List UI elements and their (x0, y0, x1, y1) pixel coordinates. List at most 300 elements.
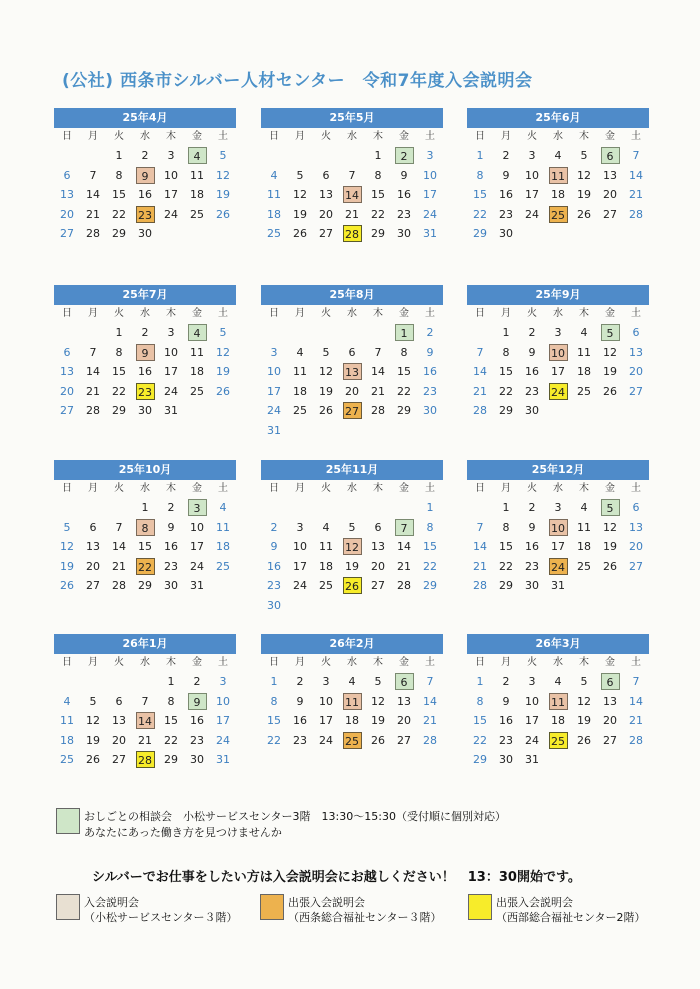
calendar-day: 7 (141, 694, 149, 708)
weekday-label: 金 (399, 308, 409, 319)
calendar-day: 19 (603, 540, 617, 554)
event-day: 11 (339, 692, 365, 712)
calendar-day: 5 (219, 149, 227, 163)
weekday-label: 水 (140, 657, 150, 668)
weekday-label: 日 (62, 308, 72, 319)
calendar-day: 15 (267, 714, 281, 728)
calendar-day: 22 (499, 559, 513, 573)
calendar-day: 31 (551, 579, 565, 593)
calendar-day: 23 (525, 559, 539, 573)
weekday-label: 土 (631, 131, 641, 142)
calendar-day: 11 (216, 520, 230, 534)
month-header: 25年4月 (54, 108, 236, 128)
weekday-label: 日 (475, 657, 485, 668)
calendar-day: 13 (397, 694, 411, 708)
month-calendar (467, 460, 649, 596)
calendar-day: 23 (499, 733, 513, 747)
calendar-day: 12 (577, 694, 591, 708)
calendar-day: 26 (319, 404, 333, 418)
calendar-day: 31 (190, 579, 204, 593)
calendar-day: 6 (63, 345, 71, 359)
weekday-label: 金 (192, 657, 202, 668)
calendar-day: 12 (371, 694, 385, 708)
calendar-day: 14 (86, 188, 100, 202)
calendar-day: 3 (167, 326, 175, 340)
month-calendar (54, 108, 236, 244)
calendar-day: 15 (112, 188, 126, 202)
weekday-label: 月 (88, 483, 98, 494)
calendar-day: 3 (528, 149, 536, 163)
event-day: 25 (339, 731, 365, 751)
calendar-day: 20 (603, 188, 617, 202)
weekday-label: 水 (140, 131, 150, 142)
calendar-day: 5 (322, 345, 330, 359)
calendar-day: 10 (423, 168, 437, 182)
calendar-day: 9 (502, 694, 510, 708)
calendar-day: 16 (397, 188, 411, 202)
calendar-day: 6 (374, 520, 382, 534)
calendar-day: 13 (629, 520, 643, 534)
weekday-label: 火 (321, 308, 331, 319)
calendar-day: 9 (400, 168, 408, 182)
calendar-day: 31 (525, 753, 539, 767)
weekday-label: 水 (553, 308, 563, 319)
calendar-day: 23 (267, 579, 281, 593)
calendar-day: 26 (603, 559, 617, 573)
weekday-label: 月 (501, 131, 511, 142)
calendar-day: 31 (267, 423, 281, 437)
calendar-day: 15 (473, 188, 487, 202)
calendar-day: 28 (629, 733, 643, 747)
calendar-day: 17 (293, 559, 307, 573)
calendar-day: 26 (216, 384, 230, 398)
calendar-day: 8 (426, 520, 434, 534)
event-day: 8 (132, 518, 158, 538)
calendar-day: 7 (89, 345, 97, 359)
month-calendar (467, 108, 649, 244)
month-calendar (54, 460, 236, 596)
calendar-day: 22 (164, 733, 178, 747)
calendar-day: 13 (629, 345, 643, 359)
weekday-label: 日 (475, 308, 485, 319)
calendar-day: 16 (499, 714, 513, 728)
calendar-day: 19 (216, 365, 230, 379)
calendar-day: 8 (476, 694, 484, 708)
page-title: (公社) 西条市シルバー人材センター 令和7年度入会説明会 (62, 71, 533, 91)
calendar-day: 17 (319, 714, 333, 728)
calendar-day: 17 (525, 188, 539, 202)
weekday-label: 月 (295, 308, 305, 319)
calendar-day: 4 (63, 694, 71, 708)
calendar-day: 19 (603, 365, 617, 379)
calendar-day: 18 (60, 733, 74, 747)
calendar-day: 14 (86, 365, 100, 379)
calendar-day: 10 (164, 345, 178, 359)
calendar-day: 17 (164, 365, 178, 379)
calendar-day: 10 (525, 168, 539, 182)
calendar-day: 20 (60, 384, 74, 398)
calendar-day: 31 (423, 227, 437, 241)
calendar-day: 28 (86, 404, 100, 418)
calendar-day: 25 (577, 559, 591, 573)
calendar-day: 18 (319, 559, 333, 573)
weekday-label: 金 (399, 483, 409, 494)
calendar-day: 1 (476, 149, 484, 163)
calendar-day: 13 (603, 694, 617, 708)
weekday-label: 月 (295, 483, 305, 494)
weekday-label: 水 (347, 483, 357, 494)
legend-swatch-session2 (260, 894, 284, 920)
calendar-day: 29 (164, 753, 178, 767)
calendar-day: 28 (629, 207, 643, 221)
month-calendar (261, 460, 443, 615)
calendar-day: 20 (112, 733, 126, 747)
calendar-day: 19 (577, 188, 591, 202)
calendar-day: 29 (423, 579, 437, 593)
calendar-day: 20 (629, 540, 643, 554)
calendar-day: 1 (374, 149, 382, 163)
calendar-day: 28 (423, 733, 437, 747)
calendar-day: 20 (319, 207, 333, 221)
weekday-label: 木 (373, 131, 383, 142)
weekday-label: 金 (192, 131, 202, 142)
calendar-day: 1 (270, 675, 278, 689)
legend-session3-title: 出張入会説明会 (496, 896, 573, 909)
calendar-day: 24 (525, 733, 539, 747)
calendar-day: 21 (629, 188, 643, 202)
weekday-label: 金 (192, 483, 202, 494)
calendar-day: 9 (528, 345, 536, 359)
calendar-day: 20 (371, 559, 385, 573)
calendar-day: 3 (528, 675, 536, 689)
calendar-day: 29 (499, 404, 513, 418)
weekday-label: 水 (347, 131, 357, 142)
weekday-label: 木 (579, 657, 589, 668)
calendar-day: 29 (138, 579, 152, 593)
weekday-label: 月 (501, 657, 511, 668)
calendar-day: 27 (371, 579, 385, 593)
calendar-day: 7 (89, 168, 97, 182)
calendar-day: 9 (167, 520, 175, 534)
month-calendar (261, 634, 443, 750)
calendar-day: 25 (267, 227, 281, 241)
calendar-day: 25 (190, 207, 204, 221)
calendar-day: 6 (89, 520, 97, 534)
calendar-day: 13 (112, 714, 126, 728)
calendar-day: 2 (528, 326, 536, 340)
calendar-day: 21 (112, 559, 126, 573)
calendar-day: 12 (216, 168, 230, 182)
weekday-label: 土 (218, 657, 228, 668)
calendar-day: 2 (193, 675, 201, 689)
calendar-day: 17 (423, 188, 437, 202)
calendar-day: 6 (348, 345, 356, 359)
calendar-day: 3 (426, 149, 434, 163)
calendar-day: 12 (86, 714, 100, 728)
calendar-day: 26 (216, 207, 230, 221)
month-header: 25年9月 (467, 285, 649, 305)
calendar-day: 20 (60, 207, 74, 221)
calendar-day: 4 (219, 501, 227, 515)
calendar-day: 22 (267, 733, 281, 747)
calendar-day: 12 (293, 188, 307, 202)
calendar-day: 11 (267, 188, 281, 202)
calendar-day: 2 (141, 149, 149, 163)
month-header: 26年3月 (467, 634, 649, 654)
weekday-label: 土 (425, 657, 435, 668)
calendar-day: 1 (426, 501, 434, 515)
calendar-day: 24 (423, 207, 437, 221)
calendar-day: 25 (216, 559, 230, 573)
month-header: 25年11月 (261, 460, 443, 480)
month-calendar (261, 108, 443, 244)
calendar-day: 28 (86, 227, 100, 241)
calendar-day: 12 (319, 365, 333, 379)
calendar-day: 10 (267, 365, 281, 379)
legend-session2-place: （西条総合福祉センター３階） (288, 911, 442, 924)
calendar-day: 22 (499, 384, 513, 398)
calendar-day: 5 (219, 326, 227, 340)
calendar-day: 18 (577, 365, 591, 379)
calendar-day: 15 (112, 365, 126, 379)
calendar-day: 9 (296, 694, 304, 708)
event-day: 14 (339, 185, 365, 205)
weekday-label: 木 (373, 483, 383, 494)
month-calendar (467, 634, 649, 770)
calendar-day: 13 (371, 540, 385, 554)
calendar-day: 19 (293, 207, 307, 221)
weekday-label: 金 (605, 308, 615, 319)
calendar-day: 29 (112, 227, 126, 241)
calendar-day: 28 (473, 579, 487, 593)
calendar-day: 8 (115, 168, 123, 182)
calendar-day: 24 (267, 404, 281, 418)
event-day: 9 (132, 343, 158, 363)
calendar-day: 2 (141, 326, 149, 340)
event-day: 9 (184, 692, 210, 712)
calendar-day: 27 (60, 227, 74, 241)
calendar-day: 27 (603, 733, 617, 747)
calendar-day: 16 (293, 714, 307, 728)
weekday-label: 土 (425, 308, 435, 319)
calendar-day: 30 (267, 598, 281, 612)
month-header: 25年7月 (54, 285, 236, 305)
calendar-day: 8 (400, 345, 408, 359)
calendar-day: 26 (577, 207, 591, 221)
event-day: 23 (132, 382, 158, 402)
calendar-day: 8 (502, 520, 510, 534)
calendar-day: 16 (525, 540, 539, 554)
calendar-day: 24 (525, 207, 539, 221)
weekday-label: 木 (166, 483, 176, 494)
calendar-day: 4 (580, 501, 588, 515)
weekday-label: 土 (425, 483, 435, 494)
calendar-day: 19 (86, 733, 100, 747)
calendar-day: 30 (525, 579, 539, 593)
event-day: 13 (339, 362, 365, 382)
footer-message: シルバーでお仕事をしたい方は入会説明会にお越しください！ 13：30開始です。 (92, 870, 581, 885)
calendar-day: 21 (629, 714, 643, 728)
event-day: 28 (339, 224, 365, 244)
month-header: 25年6月 (467, 108, 649, 128)
calendar-day: 30 (525, 404, 539, 418)
calendar-day: 25 (60, 753, 74, 767)
weekday-label: 水 (553, 657, 563, 668)
calendar-day: 20 (629, 365, 643, 379)
calendar-day: 30 (190, 753, 204, 767)
weekday-label: 金 (399, 657, 409, 668)
weekday-label: 木 (579, 308, 589, 319)
calendar-day: 20 (397, 714, 411, 728)
calendar-day: 18 (190, 188, 204, 202)
calendar-day: 29 (499, 579, 513, 593)
calendar-day: 13 (60, 188, 74, 202)
calendar-day: 23 (293, 733, 307, 747)
calendar-day: 25 (577, 384, 591, 398)
event-day: 1 (391, 323, 417, 343)
calendar-day: 15 (499, 540, 513, 554)
calendar-day: 10 (293, 540, 307, 554)
weekday-label: 月 (295, 131, 305, 142)
event-day: 9 (132, 166, 158, 186)
calendar-day: 10 (216, 694, 230, 708)
legend-consult-line1: おしごとの相談会 小松サービスセンター3階 13:30～15:30（受付順に個別対応） (84, 810, 506, 823)
calendar-day: 30 (423, 404, 437, 418)
calendar-day: 21 (138, 733, 152, 747)
calendar-day: 8 (502, 345, 510, 359)
calendar-day: 26 (60, 579, 74, 593)
calendar-day: 13 (86, 540, 100, 554)
calendar-day: 19 (216, 188, 230, 202)
weekday-label: 水 (553, 483, 563, 494)
weekday-label: 火 (527, 308, 537, 319)
calendar-day: 11 (577, 520, 591, 534)
calendar-day: 5 (296, 168, 304, 182)
calendar-day: 5 (374, 675, 382, 689)
legend-session3-place: （西部総合福祉センター2階） (496, 911, 646, 924)
calendar-day: 27 (629, 384, 643, 398)
calendar-day: 15 (499, 365, 513, 379)
calendar-day: 7 (476, 345, 484, 359)
calendar-day: 1 (115, 326, 123, 340)
event-day: 7 (391, 518, 417, 538)
calendar-day: 28 (397, 579, 411, 593)
calendar-day: 30 (164, 579, 178, 593)
weekday-label: 火 (114, 131, 124, 142)
calendar-day: 5 (580, 149, 588, 163)
calendar-day: 27 (60, 404, 74, 418)
calendar-day: 7 (348, 168, 356, 182)
weekday-label: 火 (527, 657, 537, 668)
calendar-day: 18 (293, 384, 307, 398)
calendar-day: 20 (86, 559, 100, 573)
calendar-day: 27 (603, 207, 617, 221)
event-day: 10 (545, 518, 571, 538)
calendar-day: 8 (476, 168, 484, 182)
weekday-label: 木 (166, 308, 176, 319)
calendar-day: 28 (371, 404, 385, 418)
event-day: 28 (132, 750, 158, 770)
weekday-label: 木 (166, 131, 176, 142)
weekday-label: 金 (605, 131, 615, 142)
calendar-day: 18 (190, 365, 204, 379)
weekday-label: 火 (114, 483, 124, 494)
calendar-day: 8 (115, 345, 123, 359)
calendar-day: 2 (167, 501, 175, 515)
event-day: 6 (597, 146, 623, 166)
weekday-label: 木 (373, 657, 383, 668)
calendar-day: 15 (138, 540, 152, 554)
calendar-day: 7 (426, 675, 434, 689)
calendar-day: 11 (319, 540, 333, 554)
calendar-day: 4 (296, 345, 304, 359)
weekday-label: 火 (527, 131, 537, 142)
calendar-day: 4 (580, 326, 588, 340)
calendar-day: 29 (473, 753, 487, 767)
calendar-day: 16 (164, 540, 178, 554)
calendar-day: 2 (426, 326, 434, 340)
calendar-day: 1 (167, 675, 175, 689)
calendar-day: 21 (397, 559, 411, 573)
calendar-day: 15 (423, 540, 437, 554)
weekday-label: 土 (218, 308, 228, 319)
calendar-day: 19 (577, 714, 591, 728)
month-calendar (261, 285, 443, 440)
calendar-day: 26 (293, 227, 307, 241)
weekday-label: 水 (347, 308, 357, 319)
calendar-day: 23 (499, 207, 513, 221)
calendar-day: 13 (319, 188, 333, 202)
calendar-day: 3 (167, 149, 175, 163)
weekday-label: 土 (631, 657, 641, 668)
month-header: 26年1月 (54, 634, 236, 654)
calendar-day: 17 (551, 540, 565, 554)
calendar-day: 30 (499, 227, 513, 241)
event-day: 10 (545, 343, 571, 363)
weekday-label: 土 (218, 483, 228, 494)
calendar-day: 23 (190, 733, 204, 747)
calendar-day: 7 (115, 520, 123, 534)
weekday-label: 日 (269, 483, 279, 494)
calendar-day: 30 (138, 404, 152, 418)
calendar-day: 22 (371, 207, 385, 221)
calendar-day: 29 (473, 227, 487, 241)
calendar-day: 25 (293, 404, 307, 418)
calendar-day: 25 (319, 579, 333, 593)
weekday-label: 金 (192, 308, 202, 319)
weekday-label: 日 (269, 308, 279, 319)
calendar-day: 5 (348, 520, 356, 534)
calendar-day: 11 (293, 365, 307, 379)
calendar-day: 3 (296, 520, 304, 534)
calendar-day: 26 (577, 733, 591, 747)
weekday-label: 火 (114, 308, 124, 319)
calendar-day: 8 (374, 168, 382, 182)
weekday-label: 水 (140, 308, 150, 319)
weekday-label: 月 (88, 308, 98, 319)
calendar-day: 28 (112, 579, 126, 593)
calendar-day: 23 (397, 207, 411, 221)
calendar-day: 3 (554, 326, 562, 340)
legend-swatch-session3 (468, 894, 492, 920)
weekday-label: 日 (62, 483, 72, 494)
calendar-day: 11 (190, 168, 204, 182)
calendar-day: 2 (502, 149, 510, 163)
calendar-day: 15 (371, 188, 385, 202)
calendar-day: 9 (502, 168, 510, 182)
calendar-day: 4 (322, 520, 330, 534)
event-day: 23 (132, 205, 158, 225)
